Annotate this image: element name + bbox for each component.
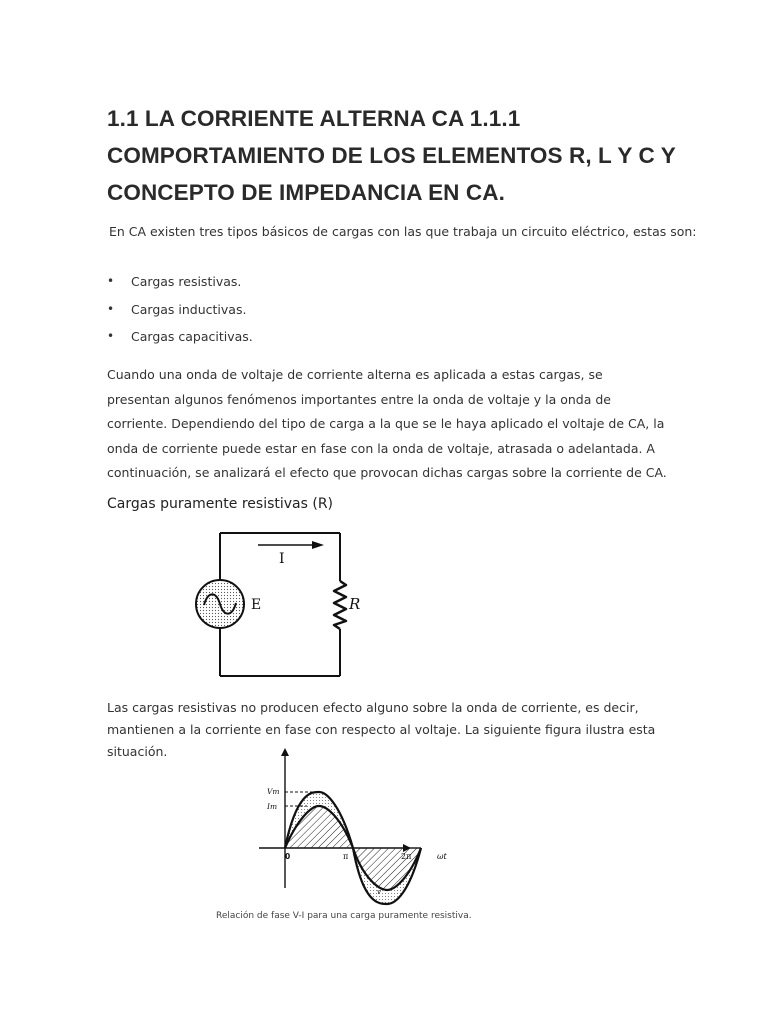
figure-caption: Relación de fase V-I para una carga puramente resistiva.: [216, 911, 472, 921]
load-types-list: [107, 268, 253, 351]
list-item-initial: C: [131, 274, 140, 289]
im-label: Im: [267, 802, 278, 811]
list-item: [107, 296, 253, 324]
section-heading: Cargas puramente resistivas (R): [107, 496, 334, 512]
page-title: 1.1 LA CORRIENTE ALTERNA CA 1.1.1 COMPORTAMIENTO DE LOS ELEMENTOS R, L Y C Y CONCEPTO DE IMPEDANCIA EN CA.: [107, 106, 676, 205]
list-item-text: argas resistivas.: [139, 274, 242, 289]
current-arrow-icon: [258, 541, 324, 549]
source-label: E: [251, 597, 262, 613]
bullet-icon: •: [107, 274, 115, 288]
paragraph-intro-phase: Cuando una onda de voltaje de corriente alterna es aplicada a estas cargas, se presentan algunos fenómenos importantes entre la onda de voltaje y la onda de corriente. Dependiendo del tipo de carga a la que se le haya aplicado el voltaje de CA, la onda de corriente puede estar en fase con la onda de voltaje, atrasada o adelantada. A continuación, se analizará el efecto que provocan dichas cargas sobre la corriente de CA.: [107, 367, 667, 480]
intro-text: En CA existen tres tipos básicos de cargas con las que trabaja un circuito eléctrico, estas son:: [109, 224, 697, 239]
list-item-initial: C: [131, 301, 140, 317]
omega-t-label: ωt: [437, 852, 447, 861]
resistor-icon: [334, 581, 346, 629]
resistive-circuit-diagram: [190, 525, 370, 685]
list-item-initial: C: [131, 329, 140, 344]
current-label: I: [279, 551, 285, 567]
vi-phase-waveform: [255, 748, 545, 908]
list-item-text: argas capacitivas.: [139, 329, 253, 344]
origin-label: 0: [285, 852, 291, 861]
list-item: [107, 268, 253, 296]
list-item: [107, 323, 253, 351]
paragraph-resistive: Las cargas resistivas no producen efecto alguno sobre la onda de corriente, es decir, mantienen a la corriente en fase con respecto al voltaje. La siguiente figura ilustra esta situación.: [107, 700, 656, 759]
vm-label: Vm: [267, 787, 280, 796]
bullet-icon: •: [107, 301, 115, 316]
y-axis-arrow-icon: [281, 748, 289, 756]
two-pi-label: 2π: [401, 852, 412, 861]
bullet-icon: •: [107, 329, 115, 343]
list-item-text: argas inductivas.: [139, 301, 247, 317]
resistor-label: R: [349, 595, 361, 613]
v-curve-label: v: [377, 888, 381, 896]
pi-label: π: [343, 852, 349, 861]
ac-source-icon: [196, 580, 244, 628]
